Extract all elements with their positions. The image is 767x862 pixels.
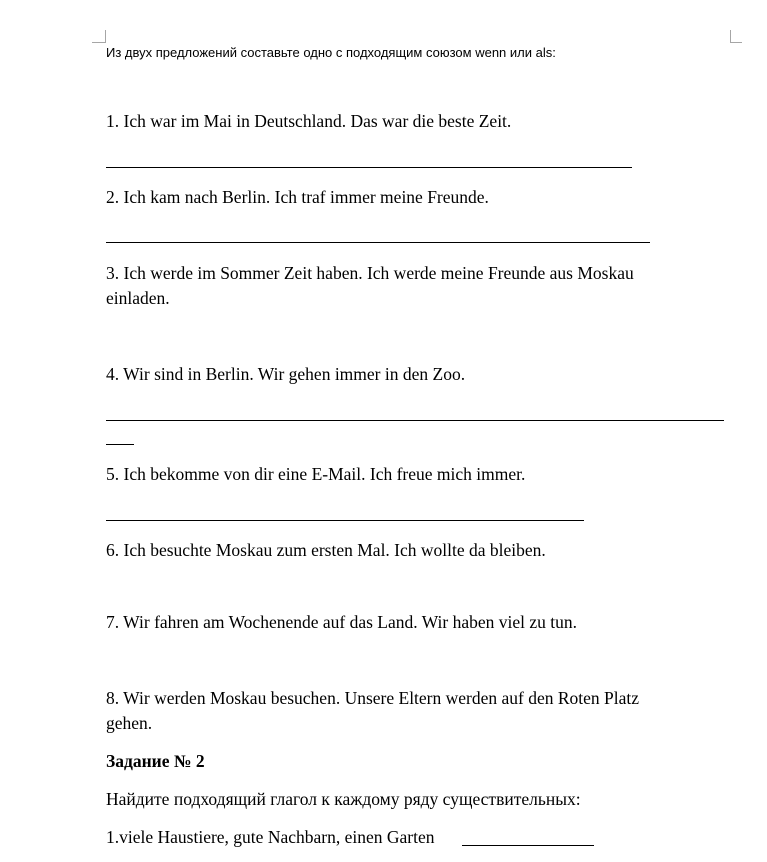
task2-instruction[interactable]: Найдите подходящий глагол к каждому ряду существительных: [106, 789, 581, 809]
task1-instruction[interactable]: Из двух предложений составьте одно с подходящим союзом wenn или als: [106, 45, 556, 60]
crop-mark-top-left [92, 42, 106, 43]
exercise-5[interactable]: 5. Ich bekomme von dir eine E-Mail. Ich freue mich immer. [106, 464, 526, 484]
exercise-2[interactable]: 2. Ich kam nach Berlin. Ich traf immer meine Freunde. [106, 187, 489, 207]
exercise-3[interactable]: 3. Ich werde im Sommer Zeit haben. Ich werde meine Freunde aus Moskau [106, 263, 634, 283]
exercise-7[interactable]: 7. Wir fahren am Wochenende auf das Land. Wir haben viel zu tun. [106, 612, 577, 632]
exercise-8-continued[interactable]: gehen. [106, 713, 153, 733]
exercise-8[interactable]: 8. Wir werden Moskau besuchen. Unsere Eltern werden auf den Roten Platz [106, 688, 640, 708]
answer-line-2[interactable] [106, 242, 650, 243]
answer-line-4-continued[interactable] [106, 444, 134, 445]
task2-item-1[interactable]: 1.viele Haustiere, gute Nachbarn, einen Garten [106, 827, 435, 847]
exercise-3-continued[interactable]: einladen. [106, 288, 170, 308]
answer-line-task2-1[interactable] [462, 845, 594, 846]
exercise-4[interactable]: 4. Wir sind in Berlin. Wir gehen immer in den Zoo. [106, 364, 466, 384]
crop-mark-top-right [730, 30, 731, 43]
exercise-6[interactable]: 6. Ich besuchte Moskau zum ersten Mal. Ich wollte da bleiben. [106, 540, 546, 560]
crop-mark-top-right [730, 42, 742, 43]
answer-line-5[interactable] [106, 520, 584, 521]
task2-title[interactable]: Задание № 2 [106, 751, 205, 771]
answer-line-4[interactable] [106, 420, 724, 421]
exercise-1[interactable]: 1. Ich war im Mai in Deutschland. Das war die beste Zeit. [106, 111, 512, 131]
answer-line-1[interactable] [106, 167, 632, 168]
